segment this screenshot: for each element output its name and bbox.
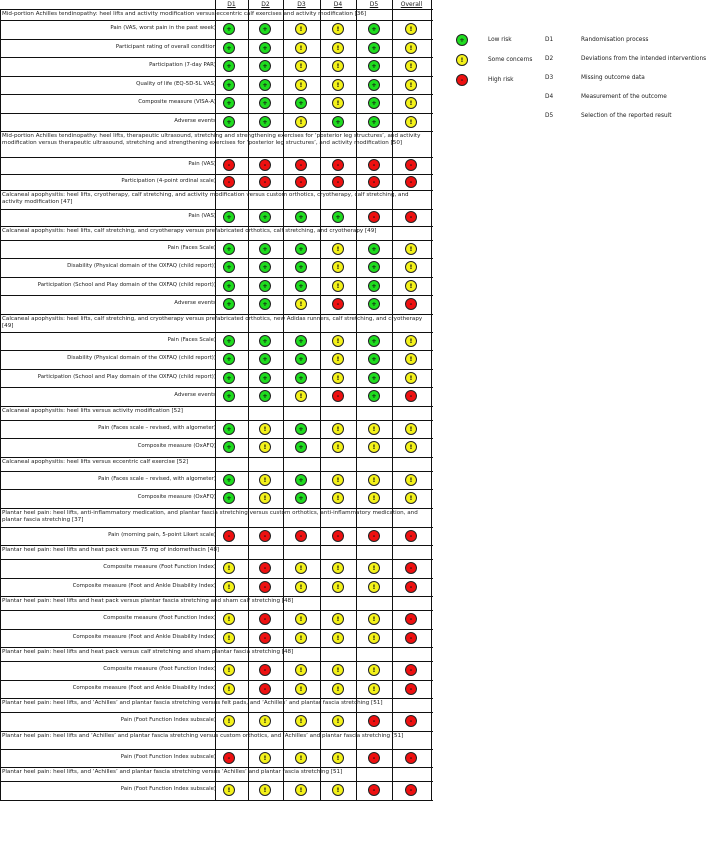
outcome-label: Composite measure (VISA-A): [138, 99, 216, 106]
judgement-d5-icon: !: [368, 664, 380, 676]
judgement-d4-icon: !: [332, 664, 344, 676]
judgement-d4-icon: !: [332, 423, 344, 435]
row-divider: [0, 369, 433, 370]
row-divider: [0, 438, 433, 439]
judgement-overall-icon: -: [405, 581, 417, 593]
judgement-overall-icon: !: [405, 60, 417, 72]
comparison-title: Mid-portion Achilles tendinopathy: heel lifts and activity modification versus eccentric calf exercises and activity modification [36]: [2, 11, 367, 17]
outcome-label: Pain (morning pain, 5-point Likert scale): [108, 531, 216, 538]
judgement-d3-icon: +: [295, 335, 307, 347]
comparison-title: Calcaneal apophysitis: heel lifts, calf stretching, and cryotherapy versus prefabricated orthotics, new Adidas runners, calf stretching, and cryotherapy [49]: [2, 315, 423, 329]
judgement-overall-icon: -: [405, 530, 417, 542]
judgement-d5-icon: -: [368, 530, 380, 542]
judgement-d1-icon: !: [223, 613, 235, 625]
judgement-d5-icon: +: [368, 243, 380, 255]
judgement-d5-icon: +: [368, 353, 380, 365]
judgement-d2-icon: +: [259, 97, 271, 109]
legend-some-concerns-icon: !: [456, 54, 468, 66]
judgement-d2-icon: -: [259, 632, 271, 644]
row-divider: [0, 420, 433, 421]
outcome-label: Pain (Faces Scale): [167, 244, 216, 251]
row-divider: [0, 258, 433, 259]
outcome-label: Pain (VAS): [188, 213, 216, 220]
judgement-d5-icon: !: [368, 562, 380, 574]
outcome-label: Disability (Physical domain of the OXFAQ (child report)): [67, 355, 216, 362]
judgement-d3-icon: -: [295, 159, 307, 171]
row-divider: [0, 781, 433, 782]
judgement-d5-icon: +: [368, 42, 380, 54]
judgement-overall-icon: -: [405, 613, 417, 625]
judgement-d3-icon: !: [295, 632, 307, 644]
judgement-d5-icon: +: [368, 116, 380, 128]
row-divider: [0, 332, 433, 333]
judgement-d4-icon: -: [332, 390, 344, 402]
row-divider: [0, 596, 433, 597]
legend-domain-code: D5: [545, 113, 554, 119]
judgement-overall-icon: !: [405, 492, 417, 504]
comparison-title: Plantar heel pain: heel lifts and heat pack versus calf stretching and sham plantar fascia stretching [48]: [2, 649, 294, 655]
judgement-d1-icon: +: [223, 280, 235, 292]
column-header-d2: D2: [261, 1, 270, 8]
judgement-d2-icon: !: [259, 715, 271, 727]
judgement-d2-icon: +: [259, 42, 271, 54]
judgement-d3-icon: !: [295, 79, 307, 91]
judgement-d5-icon: +: [368, 280, 380, 292]
judgement-d1-icon: !: [223, 562, 235, 574]
legend-domain-label: Deviations from the intended interventions: [581, 56, 707, 62]
judgement-d1-icon: +: [223, 372, 235, 384]
row-divider: [0, 610, 433, 611]
legend-domain-code: D4: [545, 94, 554, 100]
judgement-d3-icon: +: [295, 474, 307, 486]
judgement-d1-icon: +: [223, 335, 235, 347]
judgement-d4-icon: -: [332, 159, 344, 171]
judgement-d5-icon: +: [368, 23, 380, 35]
judgement-d5-icon: !: [368, 492, 380, 504]
legend-label: High risk: [488, 77, 514, 83]
row-divider: [0, 559, 433, 560]
judgement-d4-icon: +: [332, 211, 344, 223]
judgement-overall-icon: !: [405, 353, 417, 365]
judgement-d1-icon: +: [223, 441, 235, 453]
judgement-overall-icon: -: [405, 784, 417, 796]
judgement-d3-icon: +: [295, 211, 307, 223]
judgement-d3-icon: +: [295, 492, 307, 504]
comparison-title: Plantar heel pain: heel lifts, anti-inflammatory medication, and plantar fascia stretching versus custom orthotics, anti-inflammatory medication, and plantar fascia stretching [37]: [2, 509, 418, 523]
judgement-d1-icon: +: [223, 492, 235, 504]
judgement-d2-icon: !: [259, 441, 271, 453]
judgement-d3-icon: !: [295, 23, 307, 35]
judgement-d1-icon: !: [223, 784, 235, 796]
judgement-d1-icon: +: [223, 298, 235, 310]
outcome-label: Participation (4-point ordinal scale): [121, 177, 216, 184]
judgement-overall-icon: !: [405, 335, 417, 347]
row-divider: [0, 471, 433, 472]
outcome-label: Participant rating of overall condition: [115, 43, 216, 50]
judgement-overall-icon: !: [405, 79, 417, 91]
judgement-d3-icon: !: [295, 298, 307, 310]
judgement-d3-icon: !: [295, 42, 307, 54]
comparison-title: Calcaneal apophysitis: heel lifts versus eccentric calf exercise [52]: [2, 458, 189, 465]
judgement-d2-icon: !: [259, 474, 271, 486]
comparison-title: Plantar heel pain: heel lifts and ‘Achilles’ and plantar fascia stretching versus custom orthotics, and ‘Achilles’ and plantar fascia stretching [51]: [2, 732, 404, 739]
judgement-d4-icon: !: [332, 613, 344, 625]
judgement-overall-icon: !: [405, 116, 417, 128]
judgement-d2-icon: !: [259, 752, 271, 764]
legend-domain-code: D3: [545, 75, 554, 81]
judgement-d2-icon: +: [259, 353, 271, 365]
column-header-overall: Overall: [400, 1, 423, 8]
judgement-d2-icon: +: [259, 298, 271, 310]
judgement-d2-icon: -: [259, 683, 271, 695]
outcome-label: Participation (School and Play domain of the OXFAQ (child report)): [37, 281, 216, 288]
judgement-d2-icon: -: [259, 581, 271, 593]
judgement-d2-icon: +: [259, 280, 271, 292]
judgement-d2-icon: -: [259, 613, 271, 625]
row-divider: [0, 712, 433, 713]
judgement-overall-icon: !: [405, 441, 417, 453]
outcome-label: Pain (Faces Scale): [167, 336, 216, 343]
comparison-title: Calcaneal apophysitis: heel lifts, cryotherapy, calf stretching, and activity modification versus custom orthotics, cryotherapy, calf stretching, and activity modification [47]: [2, 192, 409, 205]
judgement-d2-icon: !: [259, 492, 271, 504]
judgement-d3-icon: +: [295, 441, 307, 453]
judgement-d3-icon: !: [295, 562, 307, 574]
judgement-d5-icon: +: [368, 372, 380, 384]
judgement-d4-icon: !: [332, 441, 344, 453]
judgement-d1-icon: +: [223, 474, 235, 486]
outcome-label: Pain (VAS): [188, 161, 216, 168]
judgement-d3-icon: !: [295, 752, 307, 764]
outcome-label: Composite measure (Foot and Ankle Disability Index): [72, 684, 216, 691]
row-divider: [0, 406, 433, 407]
row-divider: [0, 226, 433, 227]
row-divider: [0, 508, 433, 509]
judgement-d4-icon: -: [332, 176, 344, 188]
legend-domain-label: Missing outcome data: [581, 75, 645, 81]
outcome-label: Adverse events: [174, 117, 216, 124]
judgement-d3-icon: -: [295, 530, 307, 542]
judgement-d4-icon: !: [332, 280, 344, 292]
legend-label: Low risk: [488, 37, 512, 43]
judgement-d4-icon: !: [332, 23, 344, 35]
judgement-d2-icon: +: [259, 211, 271, 223]
judgement-overall-icon: -: [405, 664, 417, 676]
judgement-d5-icon: !: [368, 474, 380, 486]
judgement-d2-icon: +: [259, 79, 271, 91]
judgement-d3-icon: +: [295, 372, 307, 384]
comparison-title: Calcaneal apophysitis: heel lifts, calf stretching, and cryotherapy versus prefabricated orthotics, calf stretching, and cryotherapy [49]: [2, 227, 377, 234]
legend-domain-label: Measurement of the outcome: [581, 94, 667, 100]
judgement-d5-icon: +: [368, 79, 380, 91]
judgement-d1-icon: !: [223, 715, 235, 727]
judgement-d4-icon: !: [332, 632, 344, 644]
judgement-d1-icon: -: [223, 752, 235, 764]
row-divider: [0, 629, 433, 630]
judgement-overall-icon: -: [405, 176, 417, 188]
judgement-d3-icon: !: [295, 581, 307, 593]
judgement-d3-icon: !: [295, 664, 307, 676]
judgement-d1-icon: !: [223, 632, 235, 644]
judgement-d4-icon: !: [332, 79, 344, 91]
judgement-d1-icon: +: [223, 116, 235, 128]
judgement-d2-icon: -: [259, 664, 271, 676]
judgement-overall-icon: -: [405, 752, 417, 764]
judgement-d1-icon: +: [223, 79, 235, 91]
judgement-d1-icon: -: [223, 159, 235, 171]
judgement-d2-icon: +: [259, 116, 271, 128]
row-divider: [0, 387, 433, 388]
judgement-d5-icon: +: [368, 390, 380, 402]
judgement-d4-icon: !: [332, 715, 344, 727]
judgement-d1-icon: -: [223, 176, 235, 188]
judgement-d3-icon: !: [295, 613, 307, 625]
judgement-d3-icon: +: [295, 261, 307, 273]
outcome-label: Pain (Foot Function Index subscale): [120, 753, 216, 760]
judgement-d5-icon: +: [368, 298, 380, 310]
row-divider: [0, 314, 433, 315]
legend-domain-code: D2: [545, 56, 554, 62]
judgement-d1-icon: !: [223, 664, 235, 676]
row-divider: [0, 731, 433, 732]
judgement-d4-icon: +: [332, 116, 344, 128]
legend-label: Some concerns: [488, 57, 533, 63]
outcome-label: Composite measure (Foot Function Index): [103, 564, 216, 571]
judgement-d5-icon: +: [368, 60, 380, 72]
judgement-d4-icon: !: [332, 492, 344, 504]
judgement-d5-icon: +: [368, 97, 380, 109]
row-divider: [0, 800, 433, 801]
judgement-d5-icon: -: [368, 784, 380, 796]
judgement-d4-icon: -: [332, 298, 344, 310]
judgement-overall-icon: !: [405, 474, 417, 486]
comparison-title: Calcaneal apophysitis: heel lifts versus activity modification [52]: [2, 407, 183, 414]
row-divider: [0, 527, 433, 528]
row-divider: [0, 749, 433, 750]
judgement-d1-icon: +: [223, 211, 235, 223]
comparison-title: Plantar heel pain: heel lifts and heat pack versus plantar fascia stretching and sham calf stretching [48]: [2, 598, 294, 604]
column-header-d3: D3: [297, 1, 306, 8]
judgement-d4-icon: !: [332, 784, 344, 796]
judgement-d3-icon: +: [295, 353, 307, 365]
judgement-d1-icon: !: [223, 683, 235, 695]
judgement-d5-icon: -: [368, 176, 380, 188]
judgement-overall-icon: -: [405, 632, 417, 644]
judgement-d1-icon: +: [223, 353, 235, 365]
judgement-d3-icon: +: [295, 423, 307, 435]
row-divider: [0, 174, 433, 175]
judgement-d3-icon: !: [295, 60, 307, 72]
judgement-d2-icon: !: [259, 784, 271, 796]
outcome-label: Pain (Faces scale – revised, with algometer): [98, 475, 216, 482]
judgement-overall-icon: !: [405, 97, 417, 109]
row-divider: [0, 295, 433, 296]
judgement-overall-icon: !: [405, 372, 417, 384]
judgement-d1-icon: +: [223, 60, 235, 72]
column-header-d5: D5: [369, 1, 379, 8]
column-header-d4: D4: [333, 1, 343, 8]
row-divider: [0, 240, 433, 241]
judgement-d1-icon: +: [223, 97, 235, 109]
judgement-d5-icon: !: [368, 423, 380, 435]
judgement-d5-icon: !: [368, 632, 380, 644]
judgement-d4-icon: !: [332, 335, 344, 347]
judgement-d2-icon: +: [259, 261, 271, 273]
outcome-label: Participation (7-day PAR): [149, 62, 216, 69]
comparison-title: Plantar heel pain: heel lifts and heat pack versus 75 mg of indomethacin [48]: [2, 547, 220, 553]
judgement-d4-icon: !: [332, 97, 344, 109]
row-divider: [0, 680, 433, 681]
legend-domain-label: Randomisation process: [581, 37, 649, 43]
judgement-d1-icon: +: [223, 243, 235, 255]
judgement-d1-icon: +: [223, 423, 235, 435]
judgement-d2-icon: -: [259, 176, 271, 188]
judgement-d4-icon: !: [332, 243, 344, 255]
outcome-label: Pain (Foot Function Index subscale): [120, 786, 216, 793]
judgement-d3-icon: !: [295, 715, 307, 727]
judgement-d5-icon: !: [368, 613, 380, 625]
judgement-d3-icon: +: [295, 243, 307, 255]
judgement-d5-icon: -: [368, 211, 380, 223]
outcome-label: Composite measure (Foot Function Index): [103, 666, 216, 673]
judgement-d3-icon: !: [295, 784, 307, 796]
judgement-d2-icon: -: [259, 530, 271, 542]
judgement-d1-icon: !: [223, 581, 235, 593]
row-divider: [0, 647, 433, 648]
judgement-d3-icon: +: [295, 280, 307, 292]
row-divider: [0, 767, 433, 768]
judgement-d5-icon: -: [368, 159, 380, 171]
outcome-label: Pain (Faces scale – revised, with algometer): [98, 424, 216, 431]
judgement-d4-icon: !: [332, 683, 344, 695]
outcome-label: Composite measure (OxAFQ): [137, 494, 216, 501]
judgement-overall-icon: !: [405, 42, 417, 54]
row-divider: [0, 489, 433, 490]
outcome-label: Disability (Physical domain of the OXFAQ (child report)): [67, 263, 216, 270]
comparison-title: Plantar heel pain: heel lifts, and ‘Achilles’ and plantar fascia stretching versus felt pads, and ‘Achilles’ and plantar fascia stretching [51]: [2, 700, 383, 706]
judgement-d2-icon: +: [259, 372, 271, 384]
judgement-overall-icon: !: [405, 261, 417, 273]
row-divider: [0, 661, 433, 662]
judgement-d1-icon: +: [223, 390, 235, 402]
judgement-overall-icon: -: [405, 683, 417, 695]
row-divider: [0, 209, 433, 210]
row-divider: [0, 190, 433, 191]
outcome-label: Adverse events: [174, 392, 216, 399]
legend-low-risk-icon: +: [456, 34, 468, 46]
legend: [0, 0, 709, 140]
judgement-d5-icon: +: [368, 261, 380, 273]
judgement-d2-icon: +: [259, 335, 271, 347]
judgement-d5-icon: +: [368, 335, 380, 347]
judgement-d4-icon: !: [332, 261, 344, 273]
judgement-overall-icon: -: [405, 211, 417, 223]
judgement-d2-icon: -: [259, 562, 271, 574]
judgement-d1-icon: +: [223, 42, 235, 54]
row-divider: [0, 545, 433, 546]
judgement-d1-icon: -: [223, 530, 235, 542]
row-divider: [0, 457, 433, 458]
comparison-title: Plantar heel pain: heel lifts, and ‘Achilles’ and plantar fascia stretching versus ‘Achilles’ and plantar fascia stretching [51]: [2, 769, 343, 775]
judgement-overall-icon: -: [405, 562, 417, 574]
judgement-d2-icon: !: [259, 423, 271, 435]
outcome-label: Adverse events: [174, 300, 216, 307]
row-divider: [0, 578, 433, 579]
judgement-d4-icon: !: [332, 372, 344, 384]
judgement-d1-icon: +: [223, 23, 235, 35]
judgement-d3-icon: -: [295, 176, 307, 188]
judgement-d3-icon: !: [295, 116, 307, 128]
outcome-label: Pain (VAS, worst pain in the past week): [110, 25, 216, 32]
judgement-d3-icon: !: [295, 390, 307, 402]
judgement-d4-icon: !: [332, 752, 344, 764]
judgement-d5-icon: !: [368, 581, 380, 593]
judgement-d5-icon: -: [368, 752, 380, 764]
judgement-d5-icon: -: [368, 715, 380, 727]
judgement-overall-icon: !: [405, 423, 417, 435]
comparison-title: Mid-portion Achilles tendinopathy: heel lifts, therapeutic ultrasound, stretching and strengthening exercises for ‘posterior leg structures’, and activity modification versus therapeutic ultrasound, stretching and strengthening exercises for ‘posterior leg structures’, and activity modification [50]: [2, 133, 421, 146]
column-header-d1: D1: [227, 1, 236, 8]
judgement-d5-icon: !: [368, 441, 380, 453]
judgement-d4-icon: !: [332, 353, 344, 365]
judgement-overall-icon: -: [405, 715, 417, 727]
judgement-d3-icon: +: [295, 97, 307, 109]
judgement-d2-icon: +: [259, 243, 271, 255]
judgement-d2-icon: +: [259, 23, 271, 35]
row-divider: [0, 277, 433, 278]
row-divider: [0, 350, 433, 351]
judgement-overall-icon: !: [405, 280, 417, 292]
outcome-label: Composite measure (Foot Function Index): [103, 615, 216, 622]
judgement-d4-icon: !: [332, 581, 344, 593]
row-divider: [0, 157, 433, 158]
judgement-overall-icon: !: [405, 243, 417, 255]
outcome-label: Participation (School and Play domain of the OXFAQ (child report)): [37, 373, 216, 380]
judgement-d4-icon: -: [332, 530, 344, 542]
outcome-label: Composite measure (OxAFQ): [137, 443, 216, 450]
judgement-d4-icon: !: [332, 474, 344, 486]
judgement-d2-icon: +: [259, 390, 271, 402]
outcome-label: Composite measure (Foot and Ankle Disability Index): [72, 633, 216, 640]
judgement-d4-icon: !: [332, 42, 344, 54]
judgement-overall-icon: -: [405, 390, 417, 402]
judgement-d2-icon: +: [259, 60, 271, 72]
judgement-d4-icon: !: [332, 60, 344, 72]
judgement-d1-icon: +: [223, 261, 235, 273]
legend-high-risk-icon: -: [456, 74, 468, 86]
judgement-overall-icon: !: [405, 23, 417, 35]
outcome-label: Composite measure (Foot and Ankle Disability Index): [72, 582, 216, 589]
judgement-overall-icon: -: [405, 298, 417, 310]
legend-domain-code: D1: [545, 37, 554, 43]
judgement-d3-icon: !: [295, 683, 307, 695]
outcome-label: Pain (Foot Function Index subscale): [120, 717, 216, 724]
judgement-d2-icon: -: [259, 159, 271, 171]
row-divider: [0, 698, 433, 699]
judgement-d5-icon: !: [368, 683, 380, 695]
legend-domain-label: Selection of the reported result: [581, 113, 672, 119]
outcome-label: Quality of life (EQ-5D-5L VAS): [136, 80, 216, 87]
judgement-overall-icon: -: [405, 159, 417, 171]
judgement-d4-icon: !: [332, 562, 344, 574]
